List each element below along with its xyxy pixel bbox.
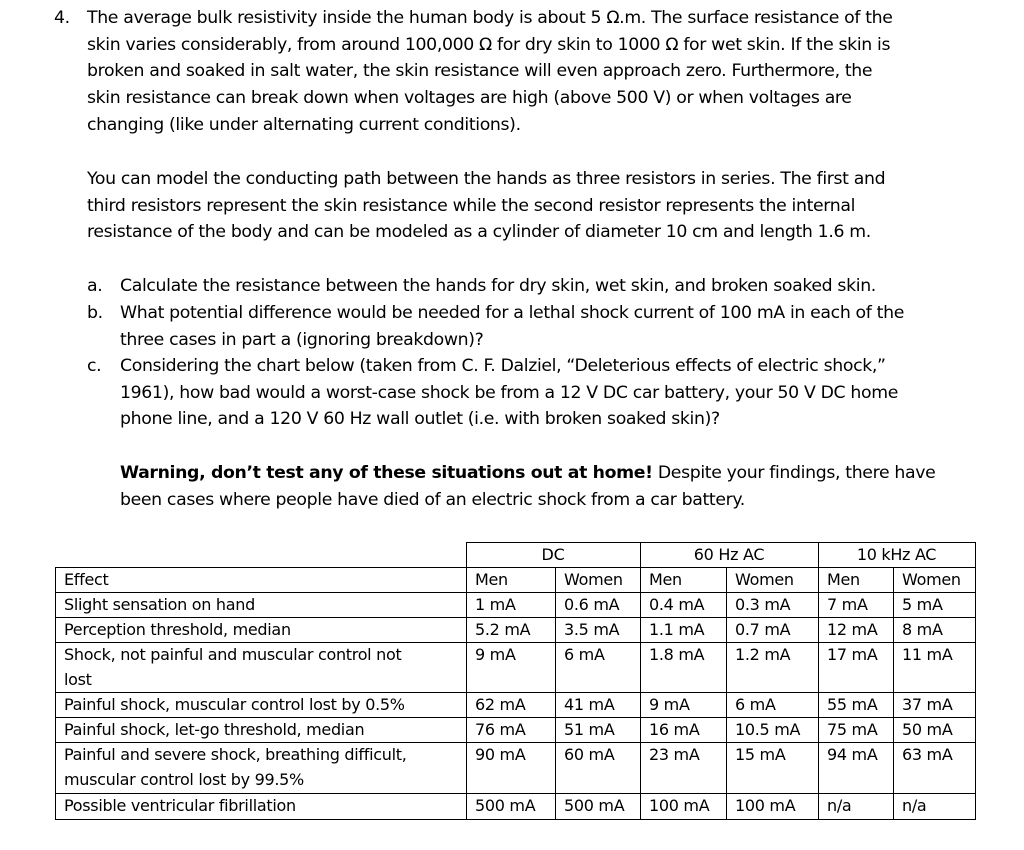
column-header: Men [649,570,682,589]
table-rule [818,567,819,820]
effect-label: Shock, not painful and muscular control not [64,645,402,664]
table-cell: 50 mA [902,720,953,739]
table-cell: 12 mA [827,620,878,639]
table-cell: 63 mA [902,745,953,764]
warning-bold-text: Warning, don’t test any of these situations out at home! [120,463,653,483]
text-line: third resistors represent the skin resistance while the second resistor represents the internal [87,195,856,216]
table-cell: 37 mA [902,695,953,714]
table-rule [893,567,894,820]
table-cell: 75 mA [827,720,878,739]
table-cell: 0.3 mA [735,595,791,614]
table-rule [975,542,976,820]
table-cell: 90 mA [475,745,526,764]
table-rule [640,542,641,567]
column-header: Women [735,570,794,589]
table-rule [555,567,556,820]
column-header: Men [827,570,860,589]
table-rule [55,567,56,820]
table-cell: 1.2 mA [735,645,791,664]
text-line: three cases in part a (ignoring breakdown)? [120,329,484,350]
table-cell: 5.2 mA [475,620,531,639]
table-cell: 76 mA [475,720,526,739]
effect-label: Painful shock, muscular control lost by 0.5% [64,695,405,714]
column-header: Men [475,570,508,589]
table-cell: 6 mA [735,695,776,714]
table-cell: 7 mA [827,595,868,614]
table-rule [466,567,467,820]
text-line: been cases where people have died of an electric shock from a car battery. [120,489,745,510]
table-rule [726,567,727,820]
text-line: skin varies considerably, from around 100,000 Ω for dry skin to 1000 Ω for wet skin. If the skin is [87,34,891,55]
table-cell: 55 mA [827,695,878,714]
column-group-header: 60 Hz AC [693,545,765,564]
table-cell: 6 mA [564,645,605,664]
table-cell: 15 mA [735,745,786,764]
text-line: resistance of the body and can be modeled as a cylinder of diameter 10 cm and length 1.6 m. [87,222,871,243]
text-line: skin resistance can break down when voltages are high (above 500 V) or when voltages are [87,88,852,109]
text-line: broken and soaked in salt water, the skin resistance will even approach zero. Furthermore, the [87,61,873,82]
text-line: You can model the conducting path between the hands as three resistors in series. The first and [87,169,886,189]
table-cell: 11 mA [902,645,953,664]
table-cell: 0.4 mA [649,595,705,614]
table-rule [640,567,641,820]
table-cell: 94 mA [827,745,878,764]
table-cell: 9 mA [649,695,690,714]
effect-label: Slight sensation on hand [64,595,255,614]
table-rule [818,542,819,567]
table-cell: n/a [902,796,927,815]
text-line: The average bulk resistivity inside the human body is about 5 Ω.m. The surface resistance of the [87,8,893,28]
table-cell: 100 mA [735,796,796,815]
effect-label: lost [64,670,92,689]
table-cell: n/a [827,796,852,815]
table-cell: 23 mA [649,745,700,764]
effect-label: muscular control lost by 99.5% [64,770,304,789]
effect-label: Painful shock, let-go threshold, median [64,720,365,739]
text-line: 1961), how bad would a worst-case shock be from a 12 V DC car battery, your 50 V DC home [120,382,898,403]
table-cell: 100 mA [649,796,710,815]
effect-label: Possible ventricular fibrillation [64,796,296,815]
question-number: 4. [54,8,70,28]
table-rule [55,819,975,820]
text-line: changing (like under alternating current conditions). [87,114,521,135]
table-cell: 60 mA [564,745,615,764]
column-header: Women [564,570,623,589]
table-cell: 1.1 mA [649,620,705,639]
table-cell: 500 mA [564,796,625,815]
table-rule [466,542,467,567]
table-cell: 1.8 mA [649,645,705,664]
table-cell: 8 mA [902,620,943,639]
table-cell: 17 mA [827,645,878,664]
table-cell: 51 mA [564,720,615,739]
text-line: phone line, and a 120 V 60 Hz wall outlet (i.e. with broken soaked skin)? [120,409,720,430]
table-cell: 1 mA [475,595,516,614]
column-header: Effect [64,570,109,589]
table-cell: 5 mA [902,595,943,614]
part-label: a. [87,276,103,296]
table-cell: 3.5 mA [564,620,620,639]
column-header: Women [902,570,961,589]
column-group-header: DC [541,545,565,564]
text-line: Calculate the resistance between the hands for dry skin, wet skin, and broken soaked skin. [120,276,876,296]
table-cell: 62 mA [475,695,526,714]
part-label: c. [87,356,102,376]
part-label: b. [87,303,103,323]
text-line: What potential difference would be needed for a lethal shock current of 100 mA in each of the [120,303,904,323]
table-cell: 0.7 mA [735,620,791,639]
effect-label: Painful and severe shock, breathing difficult, [64,745,407,764]
table-cell: 10.5 mA [735,720,801,739]
column-group-header: 10 kHz AC [856,545,937,564]
text-line: Considering the chart below (taken from C. F. Dalziel, “Deleterious effects of electric shock,” [120,356,886,376]
table-cell: 16 mA [649,720,700,739]
table-cell: 9 mA [475,645,516,664]
table-cell: 41 mA [564,695,615,714]
text-line: Despite your findings, there have [652,463,936,483]
table-cell: 500 mA [475,796,536,815]
effect-label: Perception threshold, median [64,620,291,639]
table-cell: 0.6 mA [564,595,620,614]
